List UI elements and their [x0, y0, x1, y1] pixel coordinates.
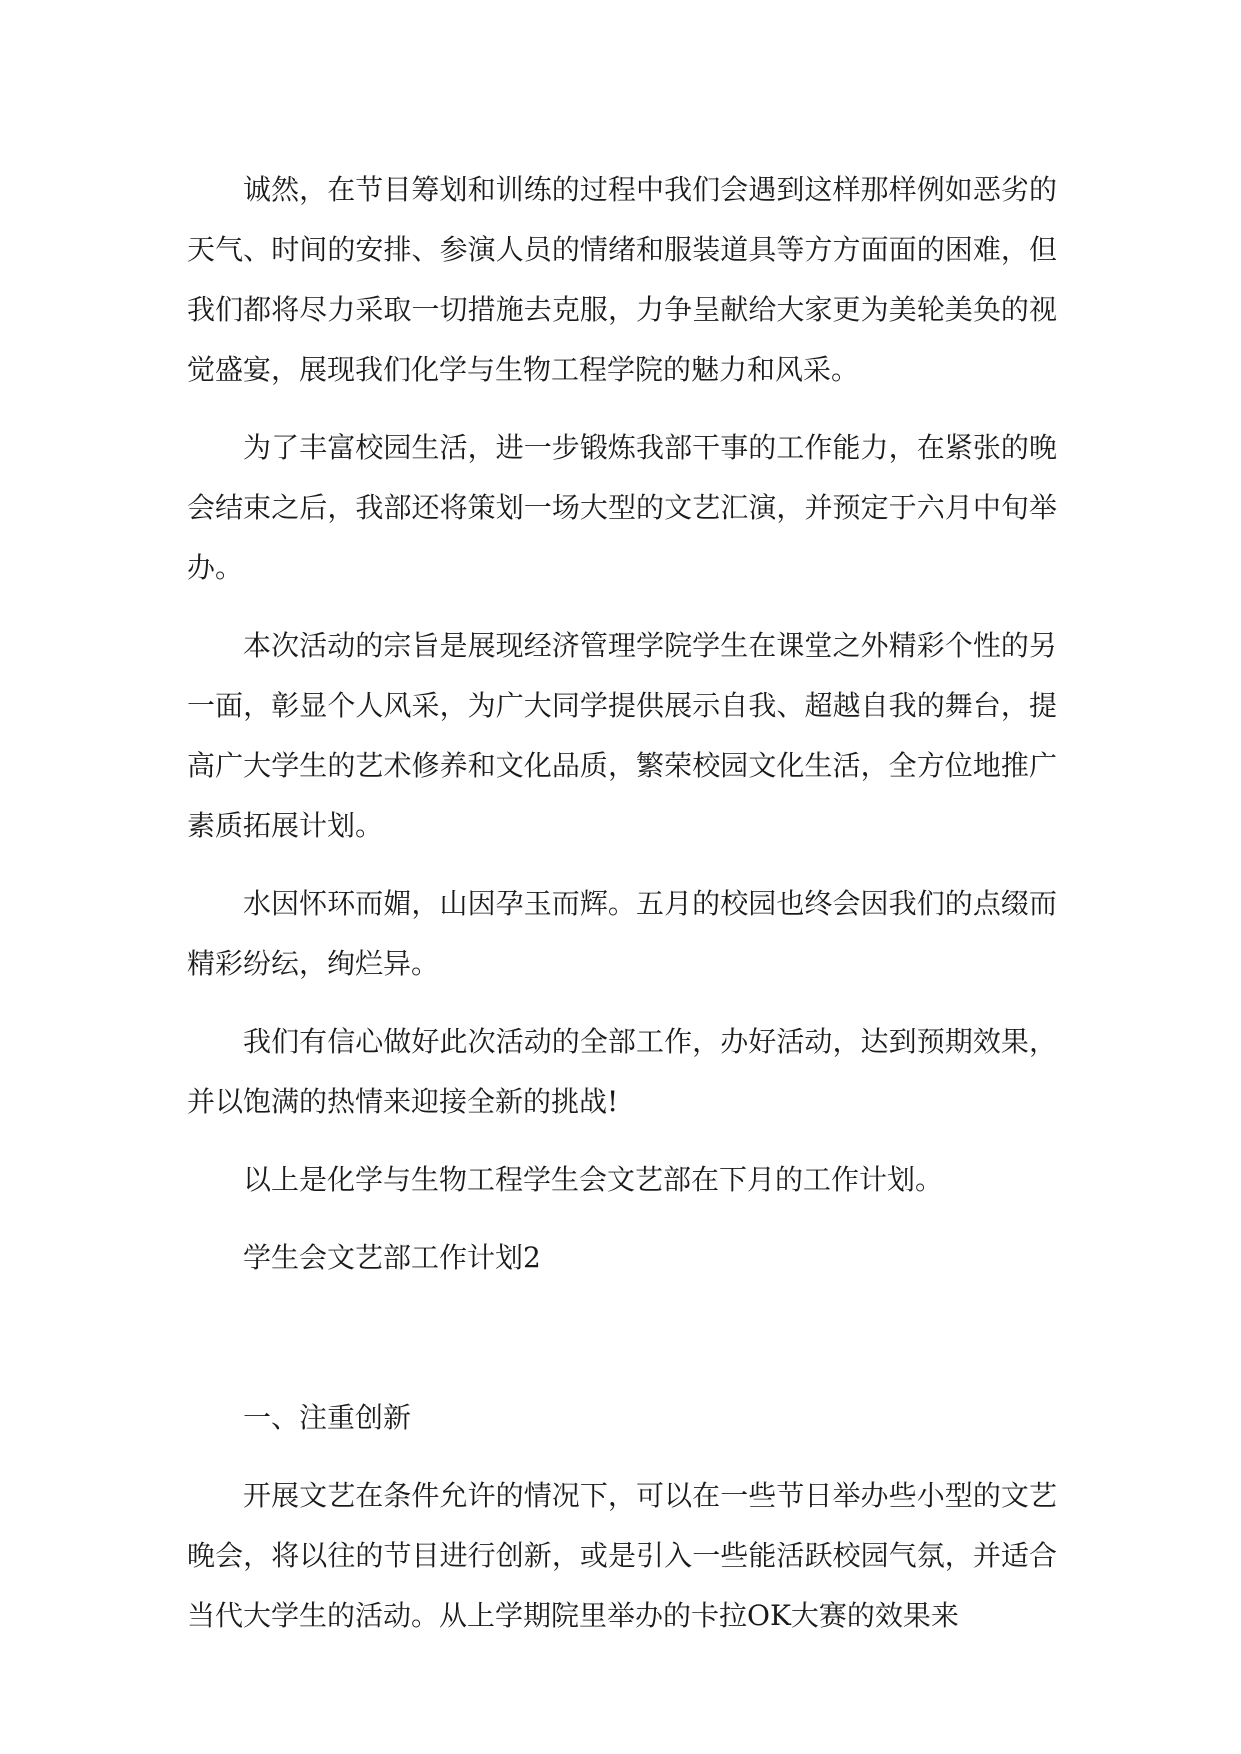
paragraph-2: 为了丰富校园生活，进一步锻炼我部干事的工作能力，在紧张的晚会结束之后，我部还将策划一场大型的文艺汇演，并预定于六月中旬举办。 [187, 431, 1057, 584]
paragraph-1: 诚然，在节目筹划和训练的过程中我们会遇到这样那样例如恶劣的天气、时间的安排、参演人员的情绪和服装道具等方方面面的困难，但我们都将尽力采取一切措施去克服，力争呈献给大家更为美轮美奂的视觉盛宴，展现我们化学与生物工程学院的魅力和风采。 [187, 173, 1057, 386]
paragraph-7: 开展文艺在条件允许的情况下，可以在一些节日举办些小型的文艺晚会，将以往的节目进行创新，或是引入一些能活跃校园气氛，并适合当代大学生的活动。从上学期院里举办的卡拉OK大赛的效果来 [187, 1479, 1057, 1632]
section-heading: 一、注重创新 [243, 1401, 412, 1434]
paragraph-6: 以上是化学与生物工程学生会文艺部在下月的工作计划。 [243, 1163, 944, 1196]
paragraph-4: 水因怀环而媚，山因孕玉而辉。五月的校园也终会因我们的点缀而精彩纷纭，绚烂异。 [187, 887, 1057, 980]
paragraph-3: 本次活动的宗旨是展现经济管理学院学生在课堂之外精彩个性的另一面，彰显个人风采，为广大同学提供展示自我、超越自我的舞台，提高广大学生的艺术修养和文化品质，繁荣校园文化生活，全方位地推广素质拓展计划。 [187, 629, 1057, 842]
paragraph-5: 我们有信心做好此次活动的全部工作，办好活动，达到预期效果，并以饱满的热情来迎接全新的挑战! [187, 1025, 1057, 1118]
document-body [187, 160, 1057, 1646]
document-subtitle: 学生会文艺部工作计划2 [243, 1241, 541, 1274]
